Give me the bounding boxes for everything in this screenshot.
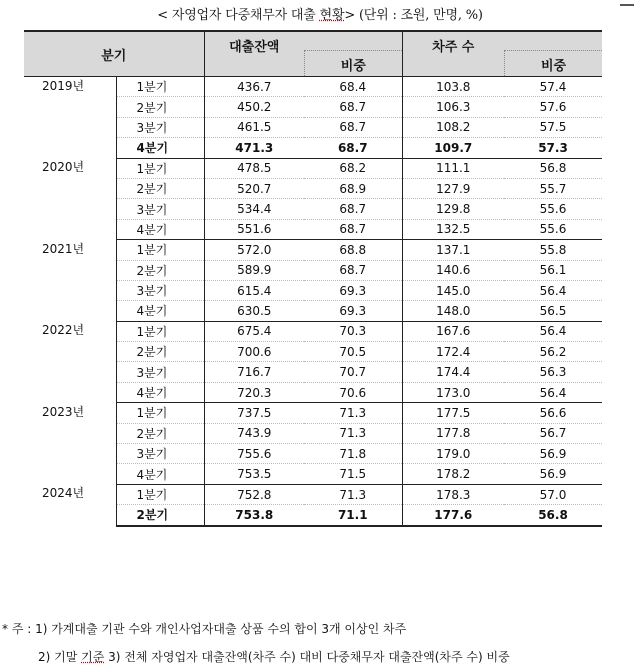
quarter-cell: 1분기 bbox=[116, 158, 204, 178]
table-row bbox=[24, 321, 602, 341]
caption-suffix: > bbox=[344, 8, 359, 23]
borrowers-share-cell: 57.4 bbox=[504, 77, 602, 97]
borrowers-share-cell: 55.7 bbox=[504, 178, 602, 198]
balance-cell: 520.7 bbox=[204, 178, 304, 198]
header-borrowers-share: 비중 bbox=[504, 50, 602, 76]
quarter-cell: 3분기 bbox=[116, 280, 204, 300]
borrowers-share-cell: 56.8 bbox=[504, 505, 602, 526]
borrowers-cell: 129.8 bbox=[402, 199, 504, 219]
note-line-2-c: 3) 전체 자영업자 대출잔액(차주 수) 대비 다중채무자 대출잔액(차주 수) 비중 bbox=[104, 650, 510, 664]
quarter-cell: 3분기 bbox=[116, 444, 204, 464]
borrowers-share-cell: 57.3 bbox=[504, 138, 602, 158]
balance-share-cell: 71.3 bbox=[304, 403, 402, 423]
balance-cell: 752.8 bbox=[204, 484, 304, 504]
note-line-2 bbox=[38, 648, 510, 665]
borrowers-share-cell: 56.2 bbox=[504, 342, 602, 362]
note-line-2-b: 기준 bbox=[81, 650, 105, 664]
quarter-cell: 1분기 bbox=[116, 77, 204, 97]
borrowers-share-cell: 56.6 bbox=[504, 403, 602, 423]
borrowers-cell: 178.2 bbox=[402, 464, 504, 484]
quarter-cell: 1분기 bbox=[116, 321, 204, 341]
quarter-cell: 3분기 bbox=[116, 117, 204, 137]
borrowers-share-cell: 56.1 bbox=[504, 260, 602, 280]
balance-cell: 436.7 bbox=[204, 77, 304, 97]
borrowers-cell: 145.0 bbox=[402, 280, 504, 300]
borrowers-share-cell: 57.6 bbox=[504, 97, 602, 117]
caption-underlined: 현황 bbox=[319, 8, 345, 23]
quarter-cell: 2분기 bbox=[116, 423, 204, 443]
balance-cell: 753.5 bbox=[204, 464, 304, 484]
quarter-cell: 2분기 bbox=[116, 178, 204, 198]
balance-share-cell: 68.4 bbox=[304, 77, 402, 97]
caption-unit: (단위 : 조원, 만명, %) bbox=[358, 8, 483, 23]
borrowers-cell: 178.3 bbox=[402, 484, 504, 504]
header-balance-share: 비중 bbox=[304, 50, 402, 76]
borrowers-share-cell: 55.8 bbox=[504, 240, 602, 260]
quarter-cell: 4분기 bbox=[116, 138, 204, 158]
borrowers-share-cell: 56.4 bbox=[504, 280, 602, 300]
borrowers-share-cell: 57.0 bbox=[504, 484, 602, 504]
borrowers-share-cell: 55.6 bbox=[504, 199, 602, 219]
balance-cell: 720.3 bbox=[204, 382, 304, 402]
year-cell: 2021년 bbox=[42, 241, 85, 256]
year-cell: 2020년 bbox=[42, 160, 85, 175]
balance-cell: 737.5 bbox=[204, 403, 304, 423]
note-line-1: * 주 : 1) 가계대출 기관 수와 개인사업자대출 상품 수의 합이 3개 이상인 차주 bbox=[2, 622, 407, 636]
borrowers-cell: 177.5 bbox=[402, 403, 504, 423]
balance-share-cell: 70.7 bbox=[304, 362, 402, 382]
borrowers-cell: 177.6 bbox=[402, 505, 504, 526]
balance-share-cell: 71.3 bbox=[304, 423, 402, 443]
header-borrowers: 차주 수 bbox=[402, 31, 504, 77]
borrowers-share-cell: 56.4 bbox=[504, 382, 602, 402]
balance-cell: 753.8 bbox=[204, 505, 304, 526]
balance-share-cell: 68.7 bbox=[304, 260, 402, 280]
quarter-cell: 3분기 bbox=[116, 362, 204, 382]
balance-share-cell: 69.3 bbox=[304, 301, 402, 321]
balance-share-cell: 68.7 bbox=[304, 97, 402, 117]
borrowers-cell: 167.6 bbox=[402, 321, 504, 341]
balance-cell: 471.3 bbox=[204, 138, 304, 158]
debt-table bbox=[24, 30, 602, 527]
balance-share-cell: 68.7 bbox=[304, 199, 402, 219]
header-balance: 대출잔액 bbox=[204, 31, 304, 77]
year-cell: 2022년 bbox=[42, 323, 85, 338]
borrowers-cell: 127.9 bbox=[402, 178, 504, 198]
quarter-cell: 4분기 bbox=[116, 301, 204, 321]
quarter-cell: 1분기 bbox=[116, 240, 204, 260]
quarter-cell: 4분기 bbox=[116, 382, 204, 402]
balance-cell: 589.9 bbox=[204, 260, 304, 280]
balance-share-cell: 71.3 bbox=[304, 484, 402, 504]
borrowers-cell: 106.3 bbox=[402, 97, 504, 117]
year-cell: 2019년 bbox=[42, 79, 85, 93]
header-balance-share-cell bbox=[304, 31, 402, 77]
borrowers-cell: 109.7 bbox=[402, 138, 504, 158]
balance-cell: 716.7 bbox=[204, 362, 304, 382]
balance-cell: 755.6 bbox=[204, 444, 304, 464]
borrowers-share-cell: 56.8 bbox=[504, 158, 602, 178]
table-row bbox=[24, 484, 602, 504]
borrowers-share-cell: 56.9 bbox=[504, 444, 602, 464]
borrowers-share-cell: 56.4 bbox=[504, 321, 602, 341]
balance-cell: 551.6 bbox=[204, 219, 304, 239]
borrowers-cell: 172.4 bbox=[402, 342, 504, 362]
table-body bbox=[24, 77, 602, 526]
borrowers-share-cell: 55.6 bbox=[504, 219, 602, 239]
balance-cell: 700.6 bbox=[204, 342, 304, 362]
balance-share-cell: 70.3 bbox=[304, 321, 402, 341]
balance-share-cell: 68.8 bbox=[304, 240, 402, 260]
balance-share-cell: 71.1 bbox=[304, 505, 402, 526]
balance-share-cell: 68.9 bbox=[304, 178, 402, 198]
borrowers-cell: 137.1 bbox=[402, 240, 504, 260]
balance-share-cell: 68.7 bbox=[304, 138, 402, 158]
balance-share-cell: 71.8 bbox=[304, 444, 402, 464]
quarter-cell: 4분기 bbox=[116, 464, 204, 484]
balance-cell: 461.5 bbox=[204, 117, 304, 137]
borrowers-cell: 179.0 bbox=[402, 444, 504, 464]
quarter-cell: 2분기 bbox=[116, 260, 204, 280]
quarter-cell: 3분기 bbox=[116, 199, 204, 219]
quarter-cell: 1분기 bbox=[116, 484, 204, 504]
balance-cell: 743.9 bbox=[204, 423, 304, 443]
borrowers-cell: 140.6 bbox=[402, 260, 504, 280]
quarter-cell: 2분기 bbox=[116, 505, 204, 526]
table-row bbox=[24, 158, 602, 178]
balance-share-cell: 70.6 bbox=[304, 382, 402, 402]
quarter-cell: 1분기 bbox=[116, 403, 204, 423]
borrowers-cell: 177.8 bbox=[402, 423, 504, 443]
balance-cell: 630.5 bbox=[204, 301, 304, 321]
borrowers-cell: 173.0 bbox=[402, 382, 504, 402]
balance-cell: 675.4 bbox=[204, 321, 304, 341]
borrowers-cell: 111.1 bbox=[402, 158, 504, 178]
table-header bbox=[24, 31, 602, 77]
table-caption bbox=[0, 4, 640, 23]
quarter-cell: 2분기 bbox=[116, 342, 204, 362]
balance-share-cell: 71.5 bbox=[304, 464, 402, 484]
quarter-cell: 2분기 bbox=[116, 97, 204, 117]
borrowers-cell: 132.5 bbox=[402, 219, 504, 239]
borrowers-share-cell: 56.3 bbox=[504, 362, 602, 382]
header-borrowers-share-cell bbox=[504, 31, 602, 77]
borrowers-cell: 174.4 bbox=[402, 362, 504, 382]
balance-cell: 572.0 bbox=[204, 240, 304, 260]
quarter-cell: 4분기 bbox=[116, 219, 204, 239]
year-cell: 2024년 bbox=[42, 486, 85, 501]
borrowers-share-cell: 57.5 bbox=[504, 117, 602, 137]
borrowers-share-cell: 56.9 bbox=[504, 464, 602, 484]
header-quarter: 분기 bbox=[24, 31, 204, 77]
borrowers-share-cell: 56.5 bbox=[504, 301, 602, 321]
balance-cell: 615.4 bbox=[204, 280, 304, 300]
balance-share-cell: 68.2 bbox=[304, 158, 402, 178]
corner-mark bbox=[620, 4, 634, 6]
balance-cell: 450.2 bbox=[204, 97, 304, 117]
borrowers-share-cell: 56.7 bbox=[504, 423, 602, 443]
table-row bbox=[24, 403, 602, 423]
borrowers-cell: 148.0 bbox=[402, 301, 504, 321]
table-row bbox=[24, 77, 602, 97]
table-row bbox=[24, 240, 602, 260]
caption-prefix: < 자영업자 다중채무자 대출 bbox=[157, 8, 320, 23]
balance-share-cell: 68.7 bbox=[304, 117, 402, 137]
balance-share-cell: 70.5 bbox=[304, 342, 402, 362]
balance-cell: 478.5 bbox=[204, 158, 304, 178]
balance-share-cell: 69.3 bbox=[304, 280, 402, 300]
balance-share-cell: 68.7 bbox=[304, 219, 402, 239]
borrowers-cell: 108.2 bbox=[402, 117, 504, 137]
note-line-2-a: 2) 기말 bbox=[38, 650, 82, 664]
balance-cell: 534.4 bbox=[204, 199, 304, 219]
borrowers-cell: 103.8 bbox=[402, 77, 504, 97]
year-cell: 2023년 bbox=[42, 404, 85, 419]
